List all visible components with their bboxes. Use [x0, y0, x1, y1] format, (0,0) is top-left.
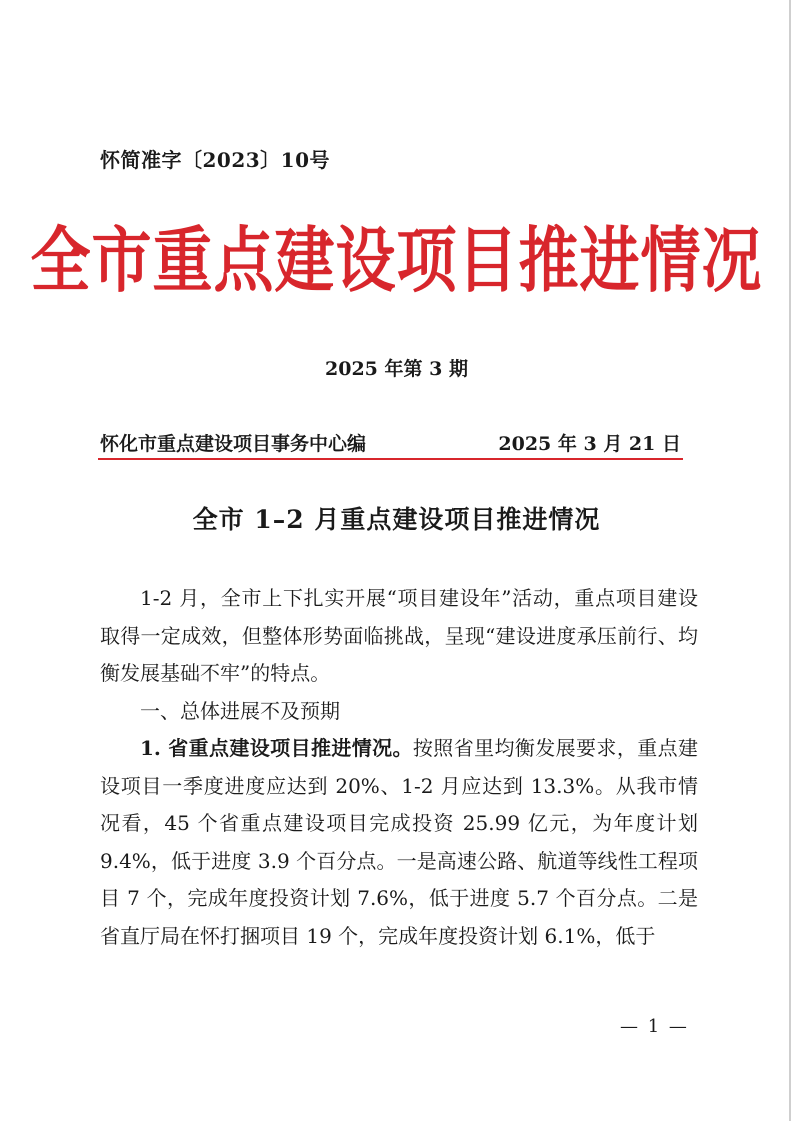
- editor-line: [100, 429, 681, 456]
- editor-name: 怀化市重点建设项目事务中心编: [100, 433, 367, 455]
- subsection-lead: 1. 省重点建设项目推进情况。: [140, 736, 413, 760]
- subsection-paragraph: [100, 730, 698, 955]
- issue-number: 2025 年第 3 期: [325, 358, 468, 380]
- red-divider: [98, 458, 683, 460]
- subsection-text: 按照省里均衡发展要求，重点建设项目一季度进度应达到 20%、1-2 月应达到 13.3%。从我市情况看，45 个省重点建设项目完成投资 25.99 亿元，为年度计划 9.4%，低于进度 3.9 个百分点。一是高速公路、航道等线性工程项目 7 个，完成年度投资计划 7.6%，低于进度 5.7 个百分点。二是省直厅局在怀打捆项目 19 个，完成年度投资计划 6.1%，低于: [100, 736, 698, 948]
- publish-date: 2025 年 3 月 21 日: [498, 433, 681, 455]
- section-heading: 一、总体进展不及预期: [140, 698, 340, 723]
- page-number: — 1 —: [620, 1016, 689, 1037]
- intro-paragraph: 1-2 月，全市上下扎实开展“项目建设年”活动，重点项目建设取得一定成效，但整体形势面临挑战，呈现“建设进度承压前行、均衡发展基础不牢”的特点。: [100, 586, 698, 685]
- page-edge: [789, 0, 791, 1121]
- masthead-title: 全市重点建设项目推进情况: [30, 220, 763, 303]
- article-title: 全市 1–2 月重点建设项目推进情况: [192, 505, 601, 534]
- document-number: 怀简准字〔2023〕10号: [100, 148, 330, 172]
- article-body: [100, 580, 698, 955]
